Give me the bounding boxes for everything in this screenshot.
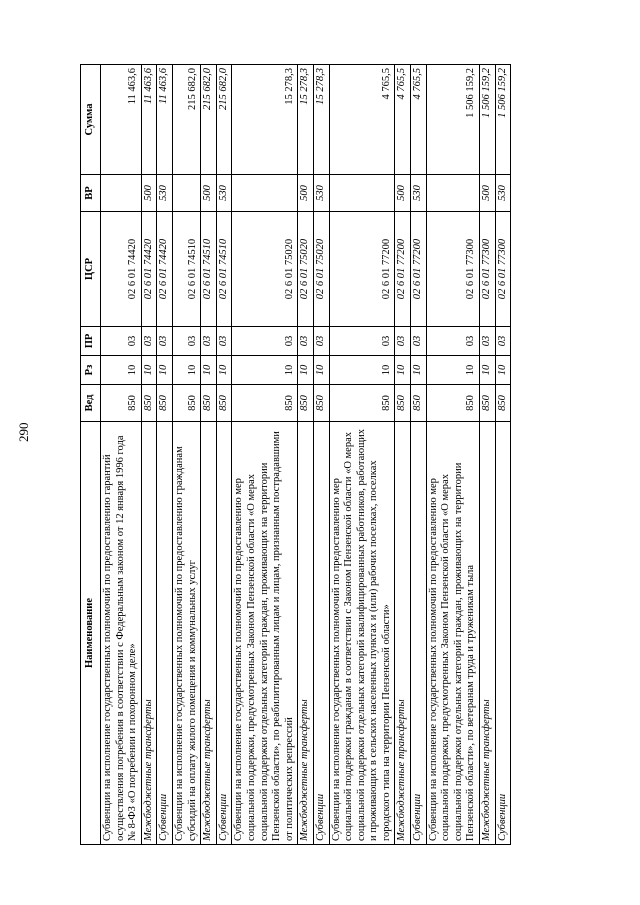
row-csr: 02 6 01 74510 <box>172 212 200 327</box>
row-rz: 10 <box>395 356 411 385</box>
header-name: Наименование <box>81 422 101 845</box>
row-sum: 1 506 159,2 <box>480 65 496 175</box>
row-pr: 03 <box>157 327 173 356</box>
row-ved: 850 <box>298 385 314 422</box>
row-name: Межбюджетные трансферты <box>201 422 217 845</box>
header-ved: Вед <box>81 385 101 422</box>
row-vr: 500 <box>395 175 411 212</box>
row-rz: 10 <box>313 356 329 385</box>
row-name: Субвенции на исполнение государственных полномочий по предоставлению гарантий осуществления погребения в соответствии с Федеральным законом от 12 января 1996 года № 8-ФЗ «О погребении и похоронном деле» <box>101 422 142 845</box>
table-row <box>411 65 427 845</box>
row-csr: 02 6 01 74420 <box>101 212 142 327</box>
row-csr: 02 6 01 77300 <box>480 212 496 327</box>
row-ved: 850 <box>426 385 479 422</box>
row-sum: 215 682,0 <box>172 65 200 175</box>
row-pr: 03 <box>216 327 232 356</box>
row-ved: 850 <box>411 385 427 422</box>
row-csr: 02 6 01 75020 <box>232 212 298 327</box>
row-vr: 500 <box>298 175 314 212</box>
table-row <box>329 65 395 845</box>
row-csr: 02 6 01 77300 <box>495 212 511 327</box>
row-ved: 850 <box>141 385 157 422</box>
row-sum: 11 463,6 <box>157 65 173 175</box>
row-ved: 850 <box>480 385 496 422</box>
row-vr <box>426 175 479 212</box>
row-ved: 850 <box>395 385 411 422</box>
row-csr: 02 6 01 75020 <box>298 212 314 327</box>
row-name: Субвенции <box>157 422 173 845</box>
row-pr: 03 <box>313 327 329 356</box>
row-rz: 10 <box>141 356 157 385</box>
row-pr: 03 <box>232 327 298 356</box>
row-ved: 850 <box>157 385 173 422</box>
row-vr: 530 <box>495 175 511 212</box>
table-row <box>395 65 411 845</box>
table-row <box>313 65 329 845</box>
rotated-page-content <box>80 65 562 845</box>
row-pr: 03 <box>201 327 217 356</box>
page-number: 290 <box>16 422 31 442</box>
row-rz: 10 <box>216 356 232 385</box>
row-name: Межбюджетные трансферты <box>395 422 411 845</box>
row-csr: 02 6 01 77200 <box>329 212 395 327</box>
row-csr: 02 6 01 77300 <box>426 212 479 327</box>
table-row <box>480 65 496 845</box>
row-vr: 500 <box>201 175 217 212</box>
row-pr: 03 <box>480 327 496 356</box>
row-pr: 03 <box>329 327 395 356</box>
row-csr: 02 6 01 74510 <box>216 212 232 327</box>
header-vr: ВР <box>81 175 101 212</box>
row-vr <box>101 175 142 212</box>
row-name: Субвенции на исполнение государственных полномочий по предоставлению мер социальной поддержки гражданам в соответствии с Законом Пензенской области «О мерах социальной поддержки отдельных категорий квалифицированных работников, работающих и проживающих в сельских населенных пунктах и (или) рабочих поселках, поселках городского типа на территории Пензенской области» <box>329 422 395 845</box>
row-csr: 02 6 01 74420 <box>157 212 173 327</box>
row-sum: 215 682,0 <box>201 65 217 175</box>
header-pr: ПР <box>81 327 101 356</box>
row-sum: 11 463,6 <box>141 65 157 175</box>
header-sum: Сумма <box>81 65 101 175</box>
row-rz: 10 <box>298 356 314 385</box>
table-row <box>426 65 479 845</box>
row-rz: 10 <box>232 356 298 385</box>
table-row <box>101 65 142 845</box>
row-vr <box>329 175 395 212</box>
row-pr: 03 <box>426 327 479 356</box>
row-ved: 850 <box>495 385 511 422</box>
row-name: Межбюджетные трансферты <box>298 422 314 845</box>
row-sum: 4 765,5 <box>411 65 427 175</box>
header-csr: ЦСР <box>81 212 101 327</box>
row-pr: 03 <box>411 327 427 356</box>
row-sum: 11 463,6 <box>101 65 142 175</box>
table-row <box>141 65 157 845</box>
row-name: Субвенции <box>495 422 511 845</box>
row-vr: 530 <box>157 175 173 212</box>
row-pr: 03 <box>101 327 142 356</box>
row-pr: 03 <box>495 327 511 356</box>
row-csr: 02 6 01 77200 <box>411 212 427 327</box>
row-vr: 530 <box>411 175 427 212</box>
row-sum: 215 682,0 <box>216 65 232 175</box>
header-rz: Рз <box>81 356 101 385</box>
budget-table <box>80 64 511 845</box>
table-row <box>495 65 511 845</box>
table-header-row <box>81 65 101 845</box>
row-rz: 10 <box>495 356 511 385</box>
row-pr: 03 <box>298 327 314 356</box>
row-sum: 1 506 159,2 <box>426 65 479 175</box>
row-name: Субвенции на исполнение государственных полномочий по предоставлению мер социальной поддержки, предусмотренных Законом Пензенской области «О мерах социальной поддержки отдельных категорий граждан, проживающих на территории Пензенской области», по ветеранам труда и труженикам тыла <box>426 422 479 845</box>
row-ved: 850 <box>329 385 395 422</box>
row-csr: 02 6 01 77200 <box>395 212 411 327</box>
row-sum: 4 765,5 <box>329 65 395 175</box>
row-pr: 03 <box>141 327 157 356</box>
row-csr: 02 6 01 74420 <box>141 212 157 327</box>
row-name: Субвенции <box>411 422 427 845</box>
row-ved: 850 <box>232 385 298 422</box>
row-vr: 500 <box>141 175 157 212</box>
row-vr: 530 <box>216 175 232 212</box>
row-sum: 1 506 159,2 <box>495 65 511 175</box>
table-row <box>157 65 173 845</box>
row-pr: 03 <box>395 327 411 356</box>
row-rz: 10 <box>201 356 217 385</box>
row-rz: 10 <box>411 356 427 385</box>
row-ved: 850 <box>313 385 329 422</box>
row-ved: 850 <box>201 385 217 422</box>
row-vr: 530 <box>313 175 329 212</box>
table-row <box>232 65 298 845</box>
row-csr: 02 6 01 75020 <box>313 212 329 327</box>
table-row <box>172 65 200 845</box>
row-rz: 10 <box>480 356 496 385</box>
row-name: Субвенции <box>216 422 232 845</box>
table-row <box>298 65 314 845</box>
row-rz: 10 <box>426 356 479 385</box>
row-ved: 850 <box>101 385 142 422</box>
row-csr: 02 6 01 74510 <box>201 212 217 327</box>
row-sum: 15 278,3 <box>313 65 329 175</box>
row-ved: 850 <box>216 385 232 422</box>
row-rz: 10 <box>172 356 200 385</box>
table-row <box>216 65 232 845</box>
row-name: Межбюджетные трансферты <box>141 422 157 845</box>
row-name: Субвенции <box>313 422 329 845</box>
row-sum: 15 278,3 <box>298 65 314 175</box>
row-rz: 10 <box>157 356 173 385</box>
row-vr <box>172 175 200 212</box>
row-vr: 500 <box>480 175 496 212</box>
row-sum: 4 765,5 <box>395 65 411 175</box>
row-pr: 03 <box>172 327 200 356</box>
row-rz: 10 <box>101 356 142 385</box>
row-name: Субвенции на исполнение государственных полномочий по предоставлению мер социальной поддержки, предусмотренных Законом Пензенской области «О мерах социальной поддержки отдельных категорий граждан, проживающих на территории Пензенской области», по реабилитированным лицам и лицам, признанным пострадавшими от политических репрессий <box>232 422 298 845</box>
row-vr <box>232 175 298 212</box>
row-name: Межбюджетные трансферты <box>480 422 496 845</box>
row-ved: 850 <box>172 385 200 422</box>
row-name: Субвенции на исполнение государственных полномочий по предоставлению гражданам субсидий на оплату жилого помещения и коммунальных услуг <box>172 422 200 845</box>
row-rz: 10 <box>329 356 395 385</box>
table-row <box>201 65 217 845</box>
row-sum: 15 278,3 <box>232 65 298 175</box>
